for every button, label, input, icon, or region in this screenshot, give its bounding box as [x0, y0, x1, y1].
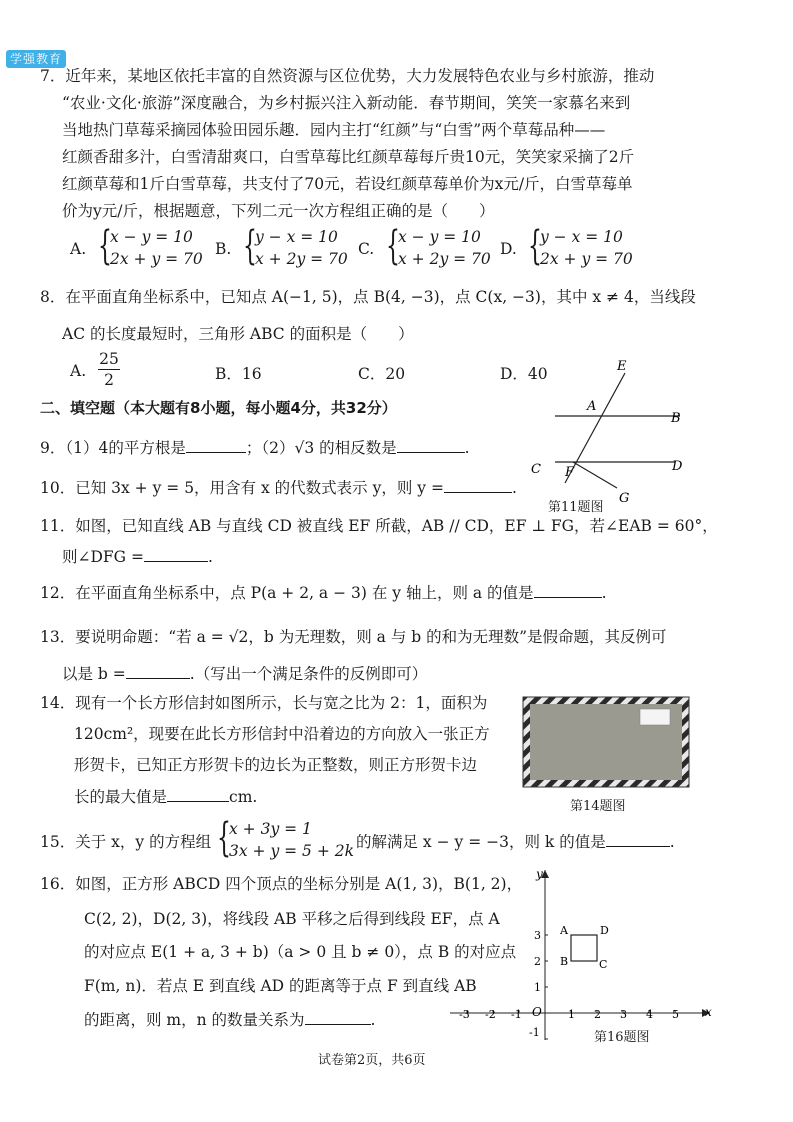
page-footer: 试卷第2页，共6页: [318, 1053, 426, 1068]
y-tick--1: -1: [529, 1026, 540, 1039]
q8-option-b: B．16: [215, 365, 262, 383]
q7-line-4: 红颜香甜多汁，白雪清甜爽口，白雪草莓比红颜草莓每斤贵10元，笑笑家采摘了2斤: [62, 148, 635, 166]
label-f: F: [565, 465, 575, 480]
line-fg: [573, 462, 617, 488]
q14-line-3: 形贺卡，已知正方形贺卡的边长为正整数，则正方形贺卡边: [74, 756, 478, 774]
x-tick-2: 2: [594, 1008, 601, 1021]
label-d: D: [672, 459, 683, 474]
figure-14-caption: 第14题图: [570, 799, 626, 814]
q16-line-3: 的对应点 E(1 + a, 3 + b)（a > 0 且 b ≠ 0），点 B 的对应点: [84, 943, 517, 961]
label-c: C: [531, 462, 541, 477]
x-tick-4: 4: [646, 1008, 653, 1021]
figure-11: [525, 358, 715, 508]
q7-option-d: D. { y − x = 10 2x + y = 70: [500, 223, 633, 269]
label-a: A: [587, 399, 597, 414]
q16-line-5: 的距离，则 m，n 的数量关系为 .: [84, 1011, 376, 1029]
q15-suffix: 的解满足 x − y = −3，则 k 的值是 .: [356, 833, 675, 851]
figure-16-caption: 第16题图: [594, 1030, 650, 1045]
point-d-label: D: [600, 924, 609, 937]
y-tick-1: 1: [534, 981, 541, 994]
x-tick-5: 5: [672, 1008, 679, 1021]
q8-option-c: C．20: [358, 365, 406, 383]
question-9: 9．（1）4的平方根是 ；（2）√3 的相反数是 .: [40, 439, 470, 457]
label-e: E: [617, 359, 627, 374]
q11-line-1: 11．如图，已知直线 AB 与直线 CD 被直线 EF 所截，AB // CD，EF ⊥ FG，若∠EAB = 60°，: [40, 517, 718, 535]
q7-line-1: 7．近年来，某地区依托丰富的自然资源与区位优势，大力发展特色农业与乡村旅游，推动: [40, 67, 655, 85]
figure-16-coordinate-plane: [448, 862, 720, 1044]
point-c-label: C: [599, 958, 608, 971]
q8-option-d: D．40: [500, 365, 548, 383]
question-12: 12．在平面直角坐标系中，点 P(a + 2, a − 3) 在 y 轴上，则 a 的值是 .: [40, 584, 607, 602]
section-2-heading: 二、填空题（本大题有8小题，每小题4分，共32分）: [40, 399, 397, 417]
x-tick-1: 1: [568, 1008, 575, 1021]
q8-line-2: AC 的长度最短时，三角形 ABC 的面积是（ ）: [62, 325, 414, 343]
q16-line-1: 16．如图，正方形 ABCD 四个顶点的坐标分别是 A(1, 3)，B(1, 2)，: [40, 875, 523, 893]
q8-option-a-label: A.: [70, 362, 87, 380]
y-tick-3: 3: [534, 929, 541, 942]
x-tick--2: -2: [485, 1008, 496, 1021]
stamp-icon: [640, 709, 670, 725]
figure-14-envelope: [522, 696, 690, 788]
point-b-label: B: [560, 955, 569, 968]
q7-line-2: “农业·文化·旅游”深度融合，为乡村振兴注入新动能．春节期间，笑笑一家慕名来到: [62, 94, 631, 112]
q7-option-a: A. { x − y = 10 2x + y = 70: [70, 223, 203, 269]
y-axis-label: y: [536, 867, 543, 881]
y-tick-2: 2: [534, 955, 541, 968]
label-b: B: [671, 411, 681, 426]
q7-option-c: C. { x − y = 10 x + 2y = 70: [358, 223, 491, 269]
q7-line-6: 价为y元/斤，根据题意，下列二元一次方程组正确的是（ ）: [62, 202, 495, 220]
question-10: 10．已知 3x + y = 5，用含有 x 的代数式表示 y，则 y = .: [40, 479, 517, 497]
origin-label: O: [532, 1005, 542, 1019]
q14-line-1: 14．现有一个长方形信封如图所示，长与宽之比为 2：1，面积为: [40, 694, 488, 712]
q15-prefix: 15．关于 x，y 的方程组: [40, 833, 212, 851]
q7-line-3: 当地热门草莓采摘园体验田园乐趣．园内主打“红颜”与“白雪”两个草莓品种——: [62, 121, 606, 139]
q11-line-2: 则∠DFG = .: [62, 548, 213, 566]
label-g: G: [619, 491, 630, 506]
q8-line-1: 8．在平面直角坐标系中，已知点 A(−1, 5)，点 B(4, −3)，点 C(x, −3)，其中 x ≠ 4，当线段: [40, 288, 696, 306]
q14-line-2: 120cm²，现要在此长方形信封中沿着边的方向放入一张正方: [74, 725, 490, 743]
x-axis-label: x: [705, 1005, 712, 1019]
q7-option-b: B. { y − x = 10 x + 2y = 70: [215, 223, 348, 269]
q8-option-a-fraction: 25 2: [99, 350, 119, 389]
q13-line-1: 13．要说明命题：“若 a = √2，b 为无理数，则 a 与 b 的和为无理数”是假命题，其反例可: [40, 628, 667, 646]
q16-line-4: F(m, n)．若点 E 到直线 AD 的距离等于点 F 到直线 AB: [84, 977, 477, 995]
q14-line-4: 长的最大值是 cm.: [74, 788, 258, 806]
square-abcd: [571, 935, 597, 961]
figure-11-caption: 第11题图: [548, 500, 604, 515]
x-tick--3: -3: [459, 1008, 470, 1021]
q16-line-2: C(2, 2)，D(2, 3)，将线段 AB 平移之后得到线段 EF，点 A: [84, 910, 500, 928]
point-a-label: A: [560, 924, 568, 937]
watermark-logo: 学强教育: [6, 50, 66, 68]
q15-system: { x + 3y = 1 3x + y = 5 + 2k: [217, 815, 354, 861]
x-tick-3: 3: [620, 1008, 627, 1021]
q13-line-2: 以是 b = .（写出一个满足条件的反例即可）: [62, 665, 428, 683]
x-tick--1: -1: [511, 1008, 522, 1021]
q7-line-5: 红颜草莓和1斤白雪草莓，共支付了70元，若设红颜草莓单价为x元/斤，白雪草莓单: [62, 175, 633, 193]
